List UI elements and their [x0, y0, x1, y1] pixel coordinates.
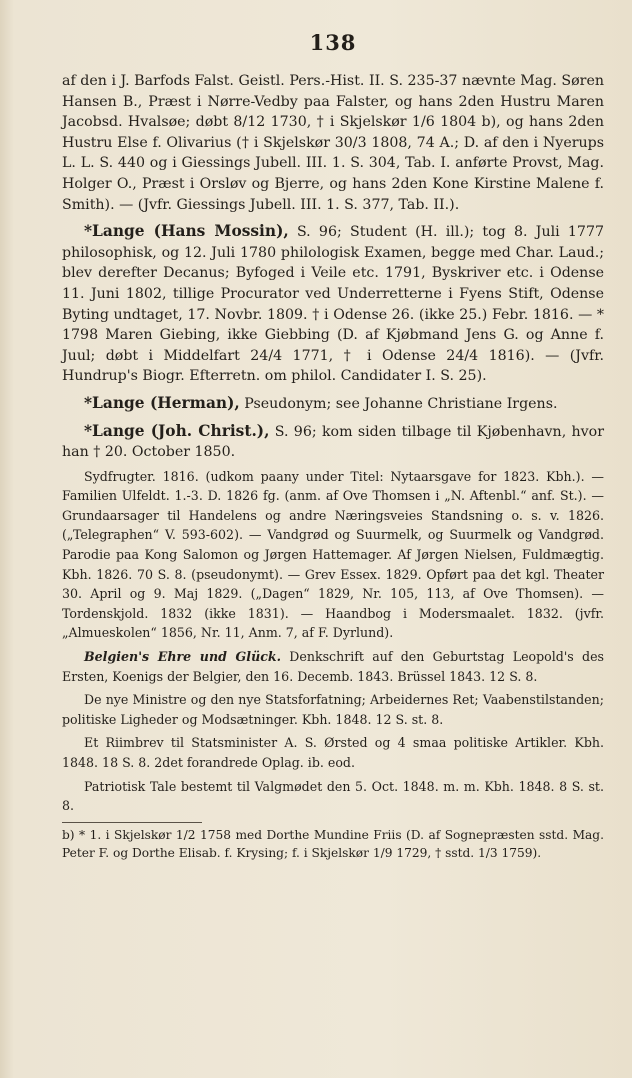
- works-item: Patriotisk Tale bestemt til Valgmødet den 5. Oct. 1848. m. m. Kbh. 1848. 8 S. st. 8.: [62, 778, 604, 814]
- footnote: b) * 1. i Skjelskør 1/2 1758 med Dorthe Mundine Friis (D. af Sognepræsten sstd. Mag. Peter F. og Dorthe Elisab. f. Krysing; f. i Skjelskør 1/9 1729, † sstd. 1/3 1759).: [62, 827, 604, 860]
- work-title: Belgien's Ehre und Glück.: [84, 649, 282, 665]
- entry-heading: *Lange (Joh. Christ.),: [84, 421, 270, 440]
- entry-text: af den i J. Barfods Falst. Geistl. Pers.-Hist. II. S. 235-37 nævnte Mag. Søren Hansen B., Præst i Nørre-Vedby paa Falster, og hans 2den Hustru Maren Jacobsd. Hvalsøe; døbt 8/12 1730, † i Skjelskør 1/6 1804 b), og hans 2den Hustru Else f. Olivarius († i Skjelskør 30/3 1808, 74 A.; D. af den i Nyerups L. L. S. 440 og i Giessings Jubell. III. 1. S. 304, Tab. I. anførte Provst, Mag. Holger O., Præst i Orsløv og Bjerre, og hans 2den Kone Kirstine Malene f. Smith). — (Jvfr. Giessings Jubell. III. 1. S. 377, Tab. II.).: [62, 73, 604, 213]
- entry-text: Pseudonym; see Johanne Christiane Irgens.: [239, 395, 558, 412]
- entry-continuation: [62, 71, 604, 215]
- works-item: De nye Ministre og den nye Statsforfatning; Arbeidernes Ret; Vaabenstilstanden; politiske Ligheder og Modsætninger. Kbh. 1848. 12 S. st. 8.: [62, 692, 604, 727]
- entry-text: S. 96; Student (H. ill.); tog 8. Juli 1777 philosophisk, og 12. Juli 1780 philologisk Examen, begge med Char. Laud.; blev derefter Decanus; Byfoged i Veile etc. 1791, Byskriver etc. i Odense 11. Juni 1802, tillige Procurator ved Underretterne i Fyens Stift, Odense Byting undtaget, 17. Novbr. 1809. † i Odense 26. (ikke 25.) Febr. 1816. — * 1798 Maren Giebing, ikke Giebbing (D. af Kjøbmand Jens G. og Anne f. Juul; døbt i Middelfart 24/4 1771, † i Odense 24/4 1816). — (Jvfr. Hundrup's Biogr. Efterretn. om philol. Candidater I. S. 25).: [62, 224, 604, 385]
- entry-heading: *Lange (Hans Mossin),: [84, 222, 289, 241]
- works-item: Et Riimbrev til Statsminister A. S. Ørsted og 4 smaa politiske Artikler. Kbh. 1848. 18 S. 8. 2det forandrede Oplag. ib. eod.: [62, 735, 604, 770]
- entry-lange-herman: [62, 393, 604, 415]
- works-list: Sydfrugter. 1816. (udkom paany under Titel: Nytaarsgave for 1823. Kbh.). — Familien Ulfeldt. 1.-3. D. 1826 fg. (anm. af Ove Thomsen i „N. Aftenbl.“ anf. St.). — Grundaarsager til Handelens og andre Næringsveies Standsning o. s. v. 1826. („Telegraphen“ V. 593-602). — Vandgrød og Suurmelk, og Suurmelk og Vandgrød. Parodie paa Kong Salomon og Jørgen Hattemager. Af Jørgen Nielsen, Fuldmægtig. Kbh. 1826. 70 S. 8. (pseudonymt). — Grev Essex. 1829. Opført paa det kgl. Theater 30. April og 9. Maj 1829. („Dagen“ 1829, Nr. 105, 113, af Ove Thomsen). — Tordenskjold. 1832 (ikke 1831). — Haandbog i Modersmaalet. 1832. (jvfr. „Almueskolen“ 1856, Nr. 11, Anm. 7, af F. Dyrlund).: [62, 468, 604, 641]
- entry-lange-joh-christ: [62, 421, 604, 463]
- work-details: Denkschrift auf den Geburtstag Leopold's des Ersten, Koenigs der Belgier, den 16. Decemb. 1843. Brüssel 1843. 12 S. 8.: [62, 649, 604, 684]
- entry-heading: *Lange (Herman),: [84, 393, 240, 412]
- entry-text: S. 96; kom siden tilbage til Kjøbenhavn, hvor han † 20. October 1850.: [62, 423, 604, 461]
- page-number: 138: [309, 30, 357, 55]
- works-belgien: [62, 647, 604, 686]
- footnote-divider: [62, 822, 202, 823]
- entry-lange-hans-mossin: [62, 221, 604, 387]
